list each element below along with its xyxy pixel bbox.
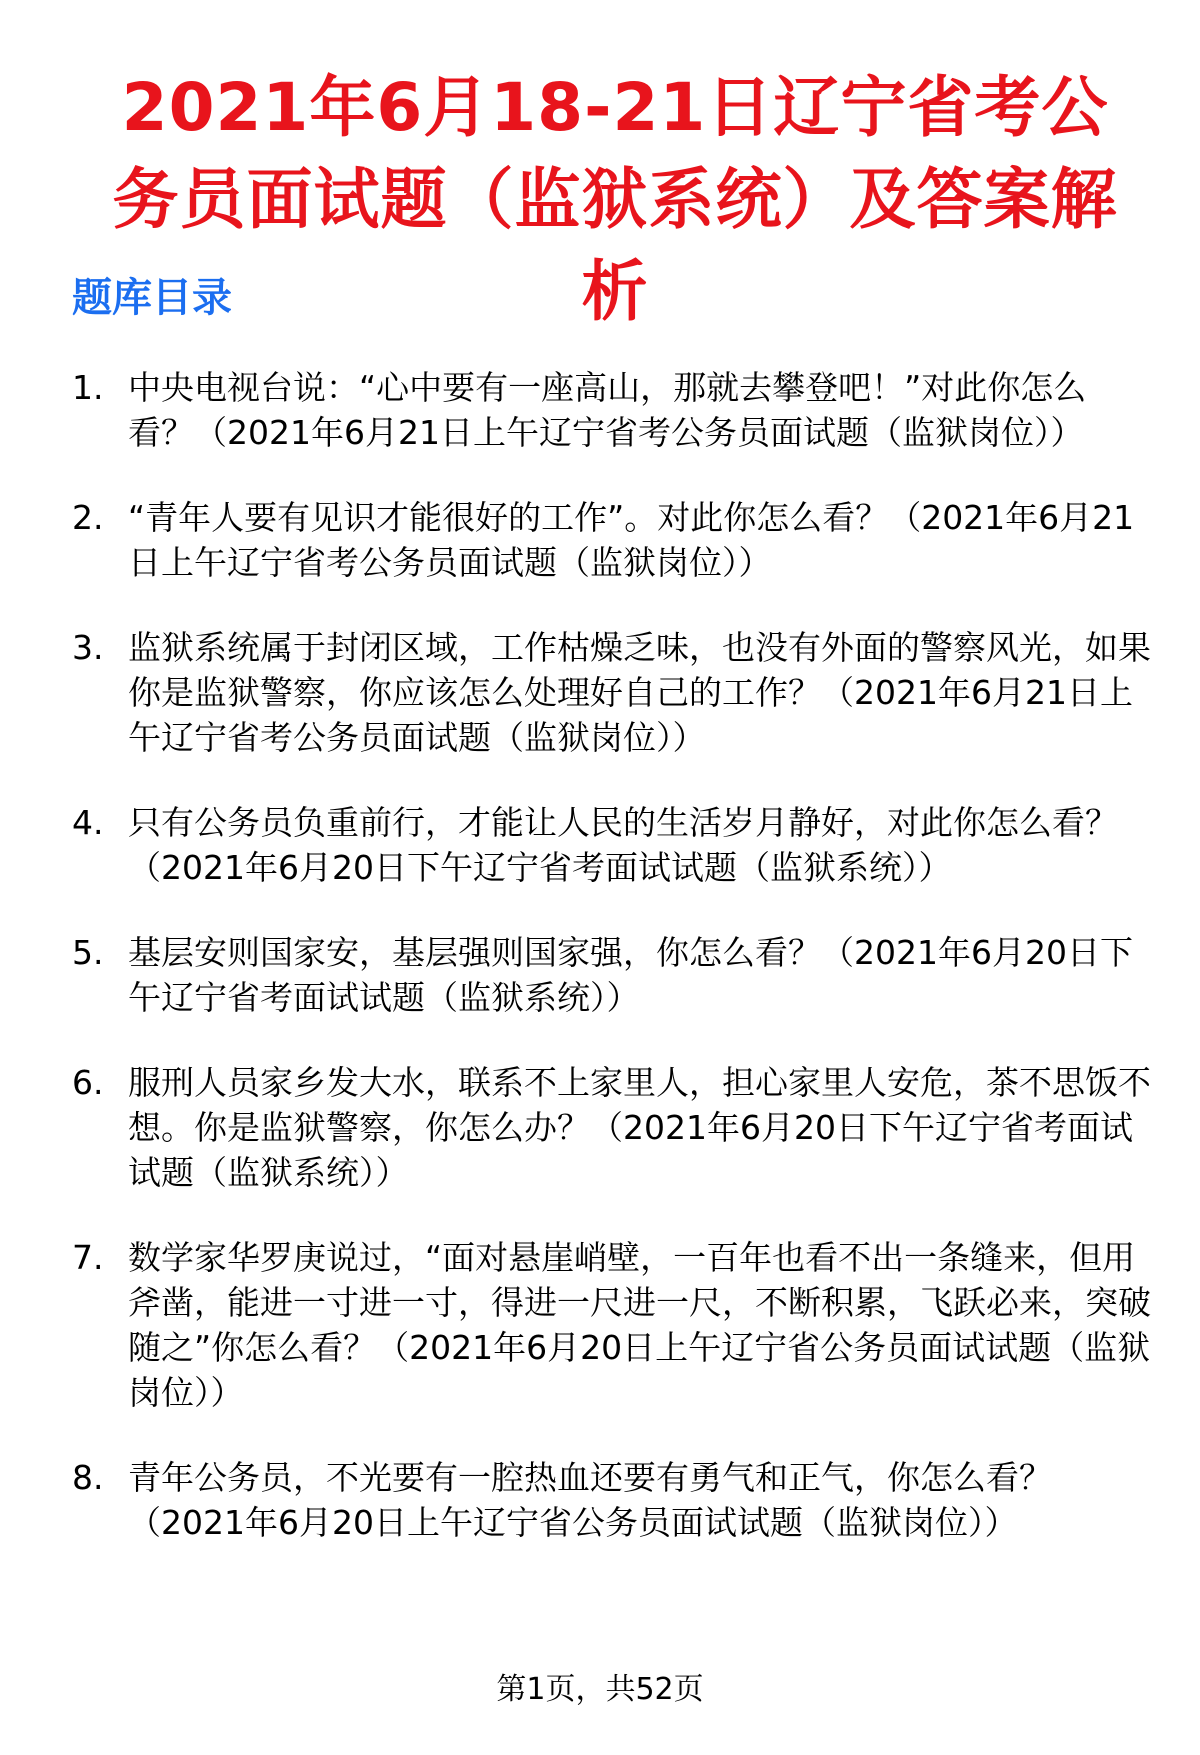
document-title: 2021年6月18-21日辽宁省考公务员面试题（监狱系统）及答案解析 [112, 69, 1118, 330]
question-item [72, 1455, 1152, 1545]
question-list [72, 365, 1152, 1585]
question-number: 7. [72, 1238, 104, 1277]
question-text: 监狱系统属于封闭区域，工作枯燥乏味，也没有外面的警察风光，如果你是监狱警察，你应该怎么处理好自己的工作？（2021年6月21日上午辽宁省考公务员面试题（监狱岗位）） [128, 628, 1151, 757]
question-text: 青年公务员，不光要有一腔热血还要有勇气和正气，你怎么看？（2021年6月20日上午辽宁省公务员面试试题（监狱岗位）） [128, 1458, 1052, 1542]
question-number: 3. [72, 628, 104, 667]
question-number: 8. [72, 1458, 104, 1497]
question-number: 1. [72, 368, 104, 407]
question-item [72, 930, 1152, 1020]
question-text: 数学家华罗庚说过，“面对悬崖峭壁，一百年也看不出一条缝来，但用斧凿，能进一寸进一寸，得进一尺进一尺，不断积累，飞跃必来，突破随之”你怎么看？（2021年6月20日上午辽宁省公务员面试试题（监狱岗位）） [128, 1238, 1151, 1412]
question-item [72, 1060, 1152, 1195]
question-text: 中央电视台说：“心中要有一座高山，那就去攀登吧！”对此你怎么看？（2021年6月21日上午辽宁省考公务员面试题（监狱岗位）） [128, 368, 1087, 452]
question-item [72, 800, 1152, 890]
question-text: “青年人要有见识才能很好的工作”。对此你怎么看？（2021年6月21日上午辽宁省考公务员面试题（监狱岗位）） [128, 498, 1135, 582]
question-text: 只有公务员负重前行，才能让人民的生活岁月静好，对此你怎么看？（2021年6月20日下午辽宁省考面试试题（监狱系统）） [128, 803, 1118, 887]
page-footer: 第1页，共52页 [496, 1672, 704, 1707]
question-text: 服刑人员家乡发大水，联系不上家里人，担心家里人安危，茶不思饭不想。你是监狱警察，你怎么办？（2021年6月20日下午辽宁省考面试试题（监狱系统）） [128, 1063, 1151, 1192]
question-item [72, 365, 1152, 455]
section-heading: 题库目录 [72, 275, 232, 321]
question-number: 4. [72, 803, 104, 842]
question-item [72, 625, 1152, 760]
question-number: 2. [72, 498, 104, 537]
question-item [72, 1235, 1152, 1415]
question-text: 基层安则国家安，基层强则国家强，你怎么看？（2021年6月20日下午辽宁省考面试试题（监狱系统）） [128, 933, 1133, 1017]
question-number: 5. [72, 933, 104, 972]
question-number: 6. [72, 1063, 104, 1102]
question-item [72, 495, 1152, 585]
